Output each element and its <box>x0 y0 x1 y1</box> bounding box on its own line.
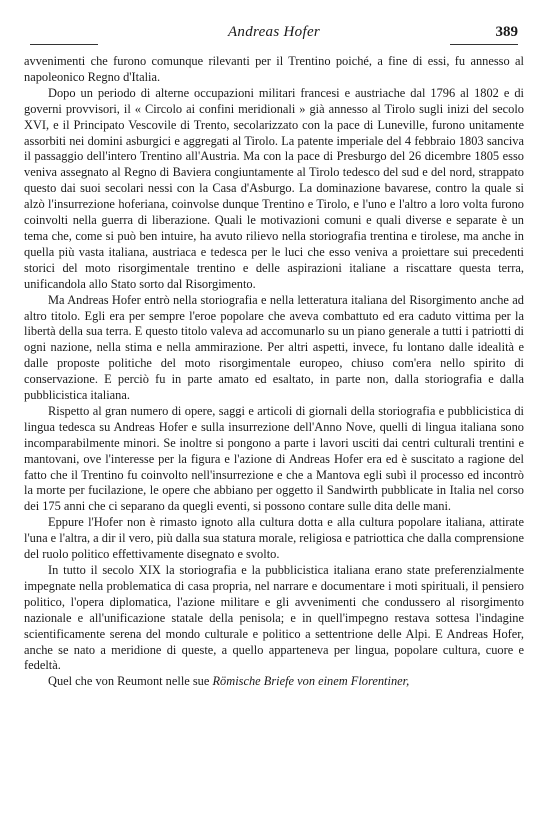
paragraph-last <box>24 674 524 690</box>
header-rule-left <box>30 44 98 45</box>
header-rule-right <box>450 44 518 45</box>
book-title-italic: Römische Briefe von einem Florentiner, <box>212 674 410 689</box>
body-text <box>24 54 524 690</box>
paragraph-text: Quel che von Reumont nelle sue <box>48 674 213 689</box>
page-number: 389 <box>495 24 518 40</box>
page-header <box>24 14 524 44</box>
running-head: Andreas Hofer <box>227 24 321 40</box>
paragraph: In tutto il secolo XIX la storiografia e la pubblicistica italiana erano state preferenzialmente impegnate nella problematica di casa propria, nel narrare e documentare i moti spirituali, il pensiero politico, l'opera diplomatica, l'azione militare e gli avvenimenti che condussero al risorgimento nazionale e all'unificazione statale della penisola; e in quell'impegno restava sottesa l'indagine scientificamente serena del mondo culturale e politico a settentrione delle Alpi. E Andreas Hofer, anche se nato a meridione di queste, a quello apparteneva per lingua, popolare cultura, cuore e fedeltà. <box>24 563 524 673</box>
paragraph: Dopo un periodo di alterne occupazioni militari francesi e austriache dal 1796 al 1802 e di governi provvisori, il « Circolo ai confini meridionali » già annesso al Tirolo sugli inizi del secolo XVI, e il Principato Vescovile di Trento, secolarizzato con la pace di Luneville, furono unitamente assorbiti nei domini asburgici e aggregati al Tirolo. La patente imperiale del 4 febbraio 1803 sanciva il passaggio dell'intero Trentino all'Austria. Ma con la pace di Presburgo del 26 dicembre 1805 esso veniva assegnato al Regno di Baviera congiuntamente al Tirolo tedesco del sud e del nord, strappato questo dai suoi secolari nessi con la Casa d'Asburgo. La dominazione bavarese, contro la quale si alzò l'insurrezione hoferiana, coinvolse dunque Trentino e Tirolo, e l'uno e l'altro a loro volta furono coinvolti nella guerra di liberazione. Quali le motivazioni comuni e quali diverse e separate è un tema che, come si può ben intuire, ha avuto rilievo nella storiografia trentina e tirolese, ma anche in quella più vasta italiana, austriaca e tedesca per le luci che esso veniva a proiettare sui precedenti storici del moto risorgimentale trentino e delle aspirazioni italiane a riscattare questa terra, unificandola allo Stato sorto dal Risorgimento. <box>24 85 524 291</box>
paragraph: Ma Andreas Hofer entrò nella storiografia e nella letteratura italiana del Risorgimento anche ad altro titolo. Egli era per sempre l'eroe popolare che aveva combattuto ed era caduto vittima per la libertà della sua terra. E questo titolo valeva ad accomunarlo su un piano generale a tutti i patriotti di ogni nazione, nella stima e nella ammirazione. Per altri aspetti, invece, fu lontano dalle idealità e dalle proposte politiche del moto risorgimentale europeo, chiuso com'era nello spirito di conservazione. E perciò fu in parte amato ed esaltato, in parte non, dalla storiografia e dalla pubblicistica italiana. <box>24 292 524 403</box>
book-page <box>24 14 524 690</box>
paragraph: Eppure l'Hofer non è rimasto ignoto alla cultura dotta e alla cultura popolare italiana, attirate l'una e l'altra, a dir il vero, più dalla sua statura morale, religiosa e patriottica che dalla comprensione del ruolo politico effettivamente disegnato e svolto. <box>24 515 524 562</box>
paragraph: avvenimenti che furono comunque rilevanti per il Trentino poiché, a fine di essi, fu annesso al napoleonico Regno d'Italia. <box>24 54 524 84</box>
paragraph: Rispetto al gran numero di opere, saggi e articoli di giornali della storiografia e pubblicistica di lingua tedesca su Andreas Hofer e sulla insurrezione dell'Anno Nove, quelli di lingua italiana sono incomparabilmente minori. Se inoltre si pongono a parte i lavori usciti dai centri culturali trentini e mantovani, ove l'interesse per la figura e l'azione di Andreas Hofer era ed è suscitato a ragione del fatto che il Trentino fu coinvolto nell'insurrezione e che a Mantova egli subì il processo ed incontrò la morte per fucilazione, le opere che abbiano per oggetto il Sandwirth pubblicate in Italia nel corso dei 175 anni che ci separano da quegli eventi, si possono contare sulle dita delle mani. <box>24 403 524 514</box>
